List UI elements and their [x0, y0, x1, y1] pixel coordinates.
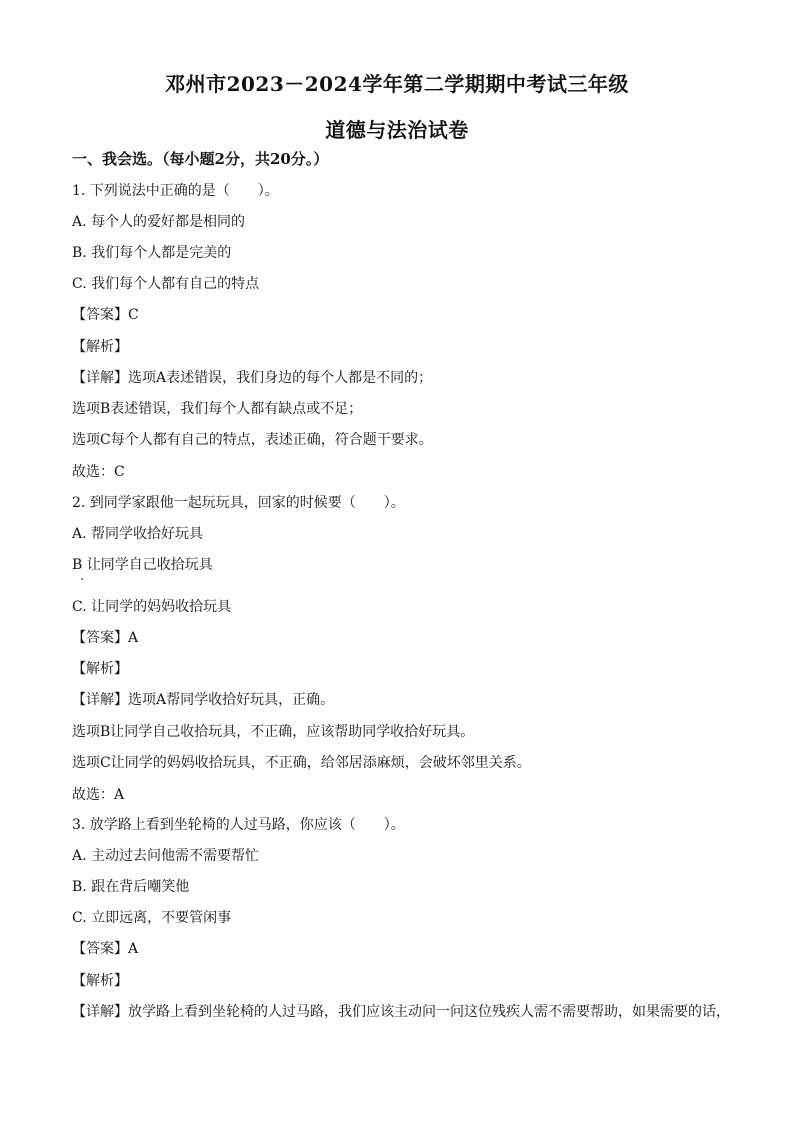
section-heading: 一、我会选。（每小题2分，共20分。）	[72, 150, 329, 168]
question-3-answer: 【答案】A	[72, 941, 139, 957]
question-1-detail: 【详解】选项A表述错误，我们身边的每个人都是不同的；	[72, 370, 433, 386]
question-2-option-c: C. 让同学的妈妈收拾玩具	[72, 599, 232, 615]
question-2-detail-c: 选项C让同学的妈妈收拾玩具，不正确，给邻居添麻烦，会破坏邻里关系。	[72, 755, 531, 771]
question-1-option-a: A. 每个人的爱好都是相同的	[72, 214, 246, 230]
question-1-analysis: 【解析】	[72, 339, 128, 355]
question-2-answer: 【答案】A	[72, 630, 139, 646]
question-2-detail: 【详解】选项A帮同学收拾好玩具，正确。	[72, 692, 335, 708]
question-2-stem: 2. 到同学家跟他一起玩玩具，回家的时候要（ ）。	[72, 495, 405, 511]
question-3-analysis: 【解析】	[72, 973, 128, 989]
stray-dot	[81, 578, 83, 580]
question-1-detail-b: 选项B表述错误，我们每个人都有缺点或不足；	[72, 401, 363, 417]
question-2-option-b: B 让同学自己收拾玩具	[72, 557, 213, 573]
question-3-detail: 【详解】放学路上看到坐轮椅的人过马路，我们应该主动问一问这位残疾人需不需要帮助，如果需要的话，	[72, 1004, 730, 1020]
page-subtitle: 道德与法治试卷	[325, 118, 469, 142]
question-1-stem: 1. 下列说法中正确的是（ ）。	[72, 183, 279, 199]
question-3-option-a: A. 主动过去问他需不需要帮忙	[72, 848, 260, 864]
question-2-analysis: 【解析】	[72, 661, 128, 677]
question-2-option-a: A. 帮同学收拾好玩具	[72, 526, 204, 542]
question-3-option-b: B. 跟在背后嘲笑他	[72, 879, 190, 895]
question-3-option-c: C. 立即远离，不要管闲事	[72, 910, 232, 926]
question-3-stem: 3. 放学路上看到坐轮椅的人过马路，你应该（ ）。	[72, 817, 405, 833]
page-title: 邓州市2023－2024学年第二学期期中考试三年级	[165, 72, 629, 96]
question-1-answer: 【答案】C	[72, 307, 139, 323]
question-1-option-c: C. 我们每个人都有自己的特点	[72, 276, 260, 292]
question-1-option-b: B. 我们每个人都是完美的	[72, 245, 232, 261]
question-2-pick: 故选：A	[72, 787, 125, 803]
question-2-detail-b: 选项B让同学自己收拾玩具，不正确，应该帮助同学收拾好玩具。	[72, 724, 475, 740]
question-1-pick: 故选：C	[72, 464, 125, 480]
question-1-detail-c: 选项C每个人都有自己的特点，表述正确，符合题干要求。	[72, 432, 433, 448]
